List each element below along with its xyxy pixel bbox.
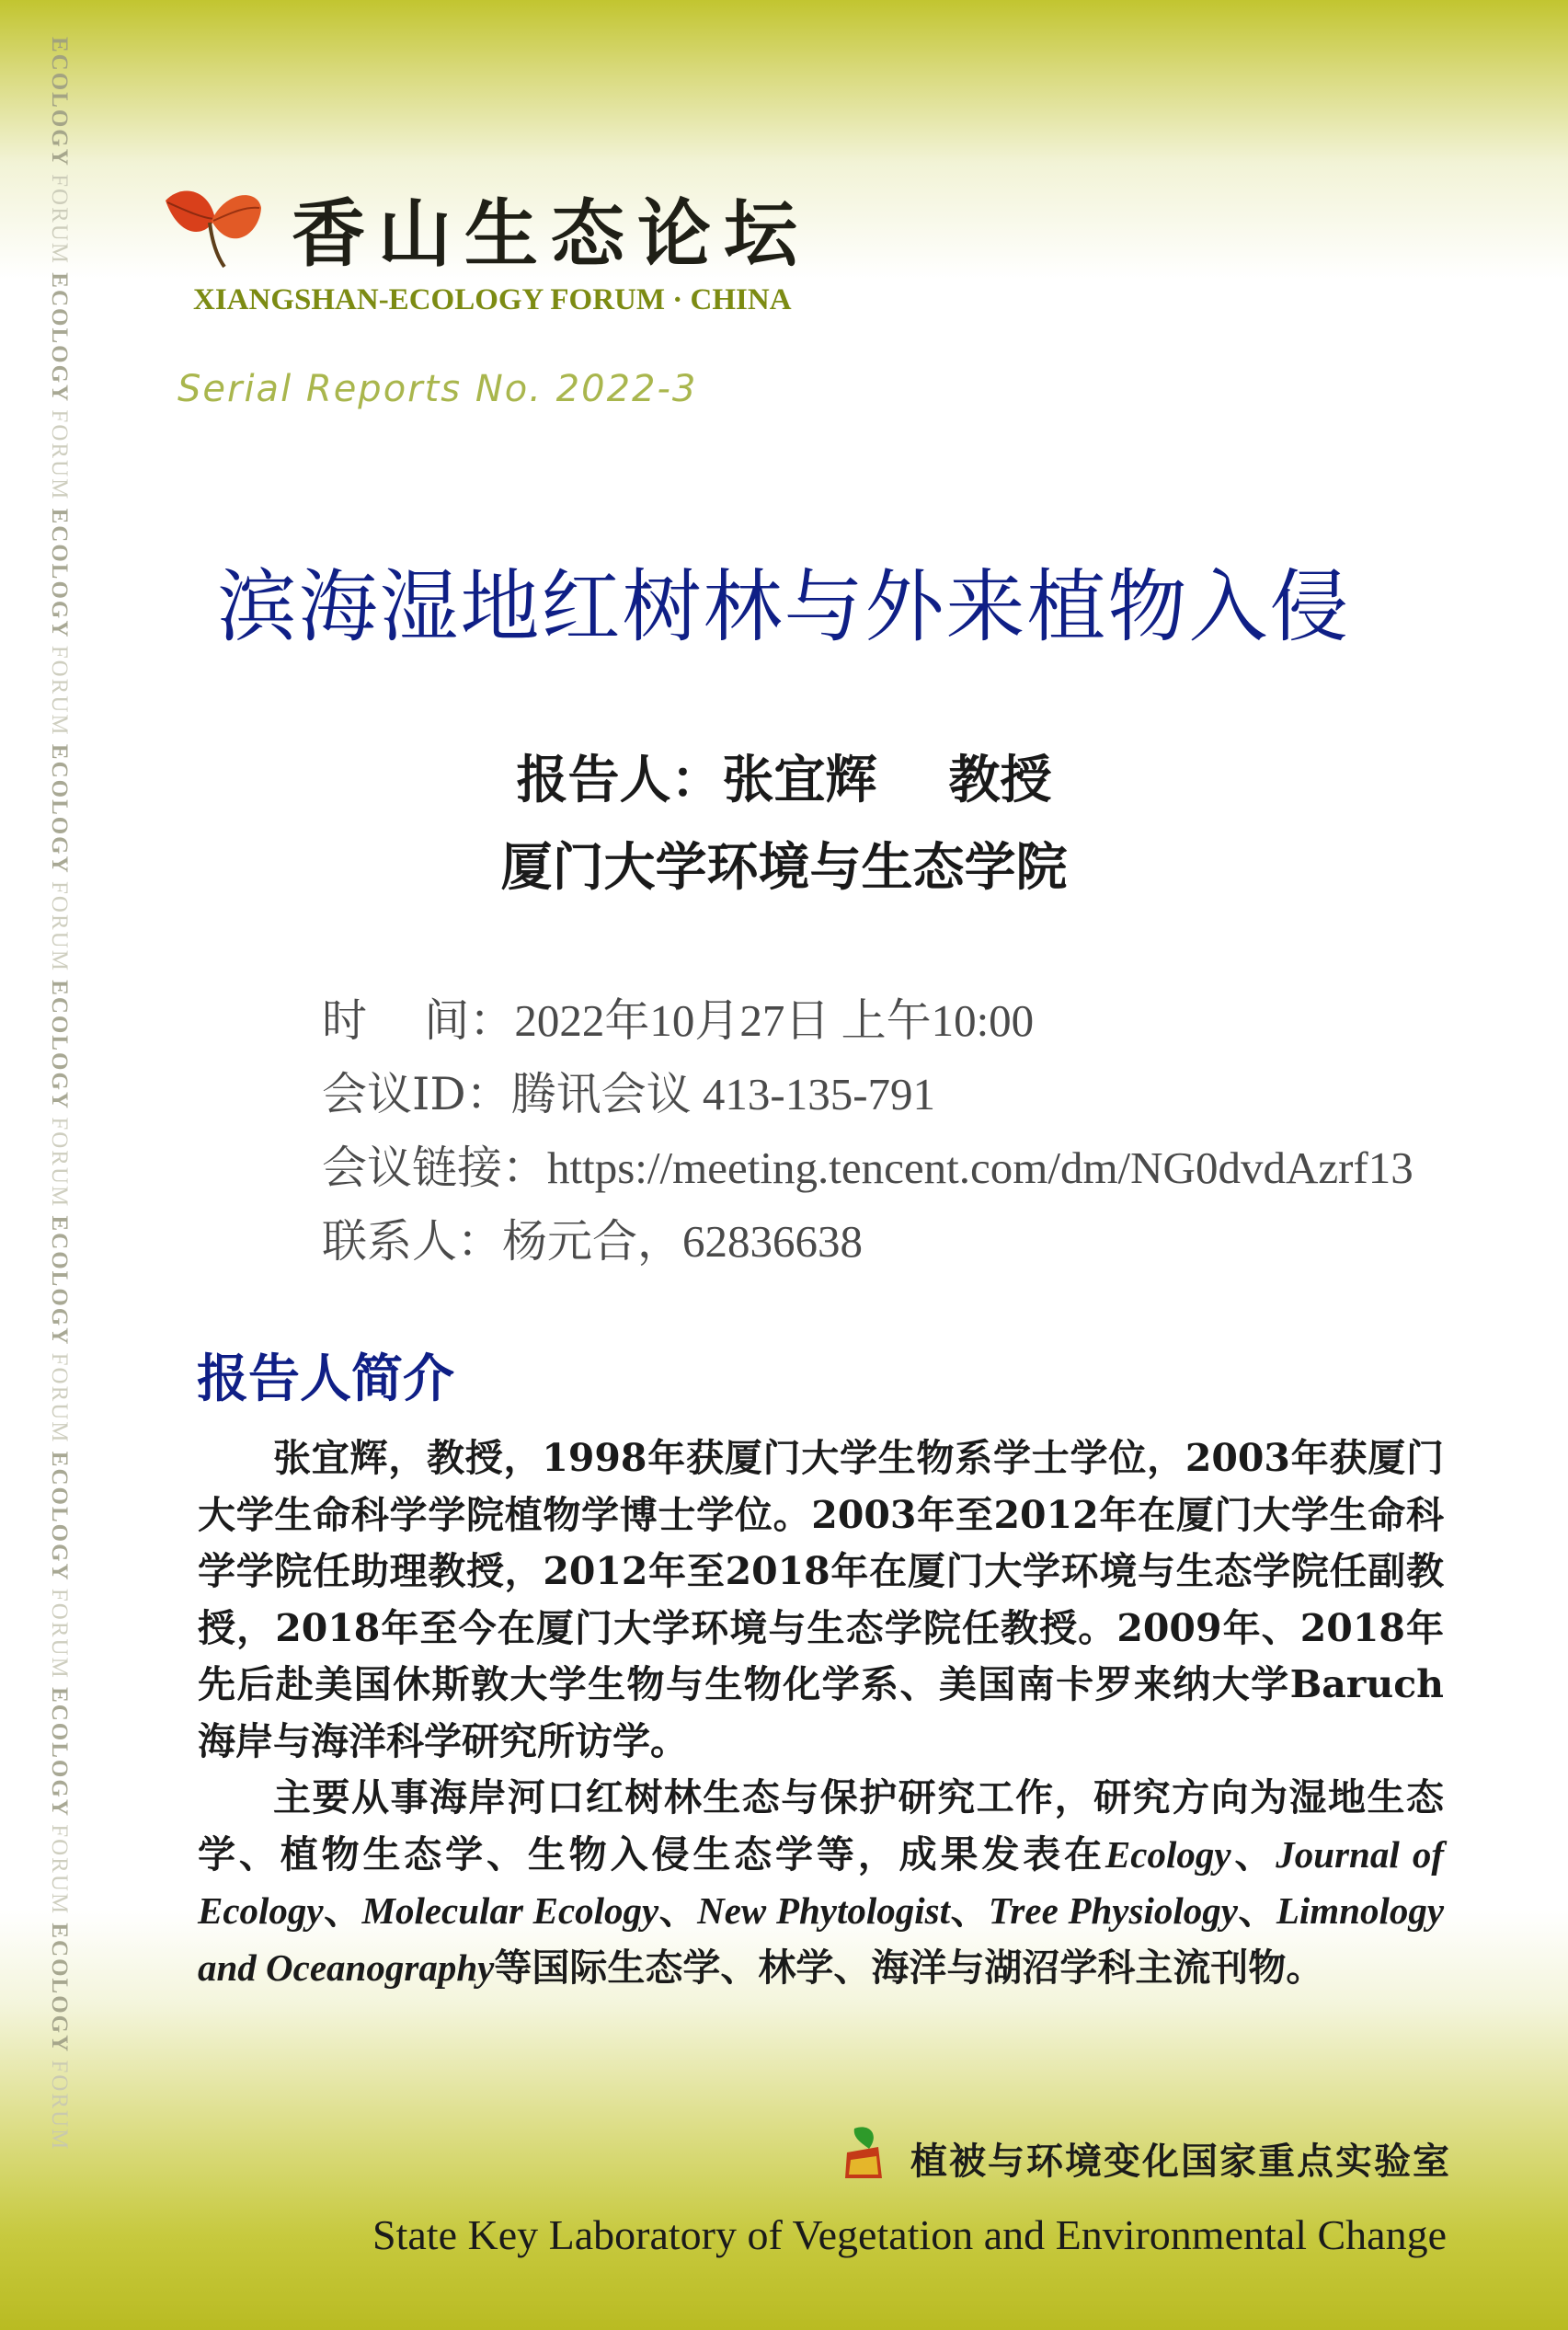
meeting-id-label: 会议ID： [322,1068,511,1120]
lab-name-en: State Key Laboratory of Vegetation and Environmental Change [372,2211,1447,2258]
watermark-word: ECOLOGY [47,508,72,646]
watermark-word: FORUM [47,2060,72,2152]
lab-logo-icon [841,2125,886,2182]
watermark-word: ECOLOGY [47,743,72,882]
forum-name-en: XIANGSHAN-ECOLOGY FORUM · CHINA [193,283,792,316]
meeting-info [322,984,1413,1279]
watermark-word: FORUM [47,1352,72,1452]
info-meeting-link [322,1131,1413,1205]
speaker-line: 报告人：张宜辉 教授 [516,750,1052,810]
bio-paragraph-1: 张宜辉，教授，1998年获厦门大学生物系学士学位，2003年获厦门大学生命科学学院植物学博士学位。2003年至2012年在厦门大学生命科学学院任助理教授，2012年至2018年在厦门大学环境与生态学院任副教授，2018年至今在厦门大学环境与生态学院任教授。2009年、2018年先后赴美国休斯敦大学生物与生物化学系、美国南卡罗来纳大学Baruch海岸与海洋科学研究所访学。 [198,1436,1444,1763]
journal-name: Tree Physiology [988,1889,1238,1932]
journal-name: Molecular Ecology [361,1889,659,1932]
lab-name-cn: 植被与环境变化国家重点实验室 [910,2140,1451,2183]
watermark-word: ECOLOGY [47,1687,72,1825]
report-title: 滨海湿地红树林与外来植物入侵 [217,561,1351,653]
journal-name: Limnology and Oceanography [198,1889,1445,1989]
time-label: 时 间： [322,994,515,1047]
watermark-word: FORUM [47,174,72,273]
watermark-word: ECOLOGY [47,1451,72,1589]
watermark-word: ECOLOGY [47,980,72,1118]
time-value: 2022年10月27日 上午10:00 [514,995,1035,1046]
watermark-word: ECOLOGY [47,272,72,410]
bio-p2-text-1: 主要从事海岸河口红树林生态与保护研究工作，研究方向为湿地生态学、植物生态学、生物入侵生态学等，成果发表在 [198,1775,1444,1877]
meeting-link-label: 会议链接： [322,1142,548,1194]
contact-label: 联系人： [322,1215,503,1268]
separator: 、 [1230,1831,1276,1877]
watermark-word: FORUM [47,645,72,744]
leaf-icon [158,182,264,270]
side-watermark-text [46,37,72,2151]
watermark-word: ECOLOGY [47,1923,72,2060]
journal-name: Ecology [1104,1832,1231,1876]
watermark-word: ECOLOGY [47,1215,72,1353]
journal-name: Journal of Ecology [198,1832,1445,1932]
bio-p2-text-2: 等国际生态学、林学、海洋与湖沼学科主流刊物。 [494,1945,1324,1990]
info-time [322,984,1413,1058]
serial-report-number: Serial Reports No. 2022-3 [177,368,698,410]
contact-value: 杨元合，62836638 [502,1216,864,1267]
bio-body [198,1430,1444,1996]
watermark-word: FORUM [47,1824,72,1923]
separator: 、 [1237,1888,1276,1933]
watermark-word: ECOLOGY [47,37,72,175]
bio-heading: 报告人简介 [197,1349,454,1409]
watermark-word: FORUM [47,1588,72,1688]
watermark-word: FORUM [47,881,72,981]
speaker-affiliation: 厦门大学环境与生态学院 [500,837,1068,898]
forum-name-cn: 香山生态论坛 [292,190,810,277]
side-watermark-strip [46,37,92,2300]
meeting-link-value[interactable]: https://meeting.tencent.com/dm/NG0dvdAzrf13 [547,1142,1413,1193]
separator: 、 [658,1888,698,1933]
info-contact [322,1205,1413,1279]
bio-paragraph-2 [198,1770,1444,1996]
separator: 、 [950,1888,989,1933]
separator: 、 [323,1888,362,1933]
meeting-id-value: 腾讯会议 413-135-791 [510,1069,936,1119]
watermark-word: FORUM [47,409,72,509]
info-meeting-id [322,1058,1413,1131]
watermark-word: FORUM [47,1117,72,1216]
journal-name: New Phytologist [697,1889,951,1932]
